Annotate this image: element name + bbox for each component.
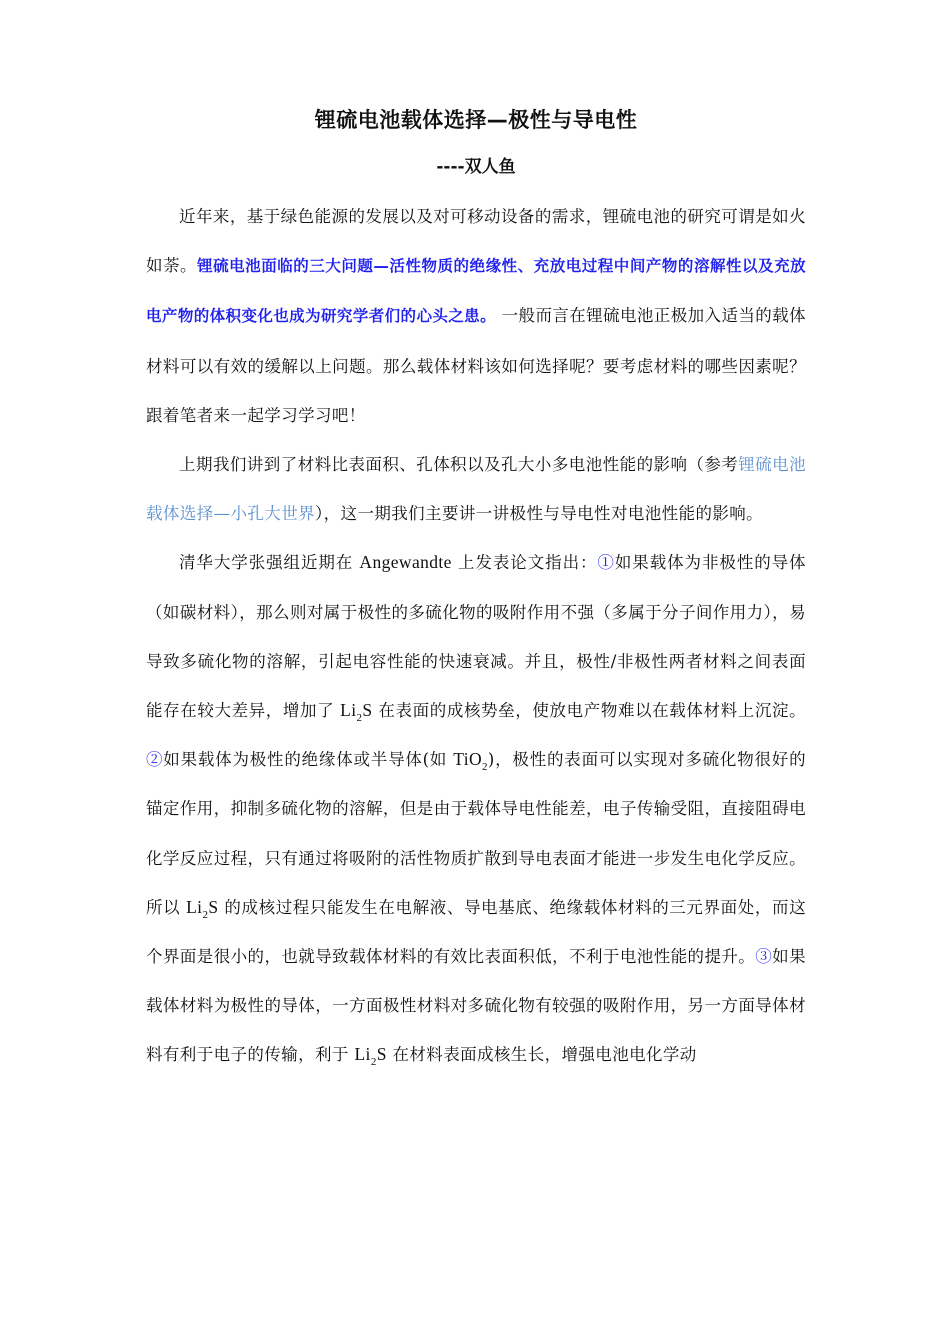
findings-text: 如果载体为极性的绝缘体或半导体(如 [163,750,454,770]
paragraph-previous-issue [146,440,806,538]
formula-li2s [340,700,373,725]
document-title: 锂硫电池载体选择—极性与导电性 [314,108,638,132]
formula-li2s [354,1044,387,1069]
findings-text: 的成核过程只能发生在电解液、导电基底、绝缘载体材料的三元界面处，而这个界面是很小的，也就导致载体材料的有效比表面积低，不利于电池性能的提升。 [146,897,806,967]
paragraph-intro [146,192,806,440]
formula-tio: TiO [453,749,482,770]
previous-text: 上期我们讲到了材料比表面积、孔体积以及孔大小多电池性能的影响（参考 [179,455,739,475]
author-line: ----双人鱼 [436,157,516,177]
formula-li2s [186,896,219,921]
formula-li: Li [354,1044,371,1065]
highlighted-problems: 锂硫电池面临的三大问题—活性物质的绝缘性、充放电过程中间产物的溶解性以及充放电产物的体积变化也成为研究学者们的心头之患。 [146,257,807,326]
formula-s: S [376,1044,387,1065]
formula-subscript: 2 [370,1056,377,1069]
previous-text-cont: ），这一期我们主要讲一讲极性与导电性对电池性能的影响。 [315,504,764,524]
point-marker-1: ① [597,553,615,573]
findings-text: 在材料表面成核生长，增强电池电化学动 [386,1045,697,1065]
intro-text-cont: 一般而言在锂硫电池正极加入适当的载体材料可以有效的缓解以上问题。那么载体材料该如何选择呢？要考虑材料的哪些因素呢？跟着笔者来一起学习学习吧！ [146,306,806,425]
formula-subscript: 2 [356,712,363,725]
intro-text: 近年来，基于绿色能源的发展以及对可移动设备的需求，锂硫电池的研究可谓是如火如荼。 [146,207,806,276]
paragraph-findings [146,538,806,1079]
document-page [146,100,806,1080]
formula-li: Li [186,896,203,917]
findings-text: )，极性的表面可以实现对多硫化物很好的锚定作用，抑制多硫化物的溶解，但是由于载体导电性能差，电子传输受阻，直接阻碍电化学反应过程，只有通过将吸附的活性物质扩散到导电表面才能进一步发生电化学反应。所以 [146,750,806,917]
findings-text: 如果载体材料为极性的导体，一方面极性材料对多硫化物有较强的吸附作用，另一方面导体材料有利于电子的传输，利于 [146,947,806,1065]
formula-tio2 [453,749,488,774]
formula-subscript: 2 [202,908,209,921]
previous-article-link[interactable]: 锂硫电池载体选择—小孔大世界 [146,455,806,524]
findings-text: 在表面的成核势垒，使放电产物难以在载体材料上沉淀。 [372,701,806,721]
findings-text: 如果载体为非极性的导体（如碳材料），那么则对属于极性的多硫化物的吸附作用不强（多属于分子间作用力），易导致多硫化物的溶解，引起电容性能的快速衰减。并且，极性/非极性两者材料之间表面能存在较大差异，增加了 [146,553,806,721]
point-marker-2: ② [146,750,164,770]
formula-li: Li [340,700,357,721]
formula-subscript: 2 [482,761,488,774]
formula-s: S [208,896,219,917]
findings-text: 清华大学张强组近期在 [179,553,360,573]
formula-s: S [362,700,373,721]
journal-name: Angewandte [359,552,452,573]
findings-text: 上发表论文指出： [451,553,598,573]
point-marker-3: ③ [755,947,773,967]
